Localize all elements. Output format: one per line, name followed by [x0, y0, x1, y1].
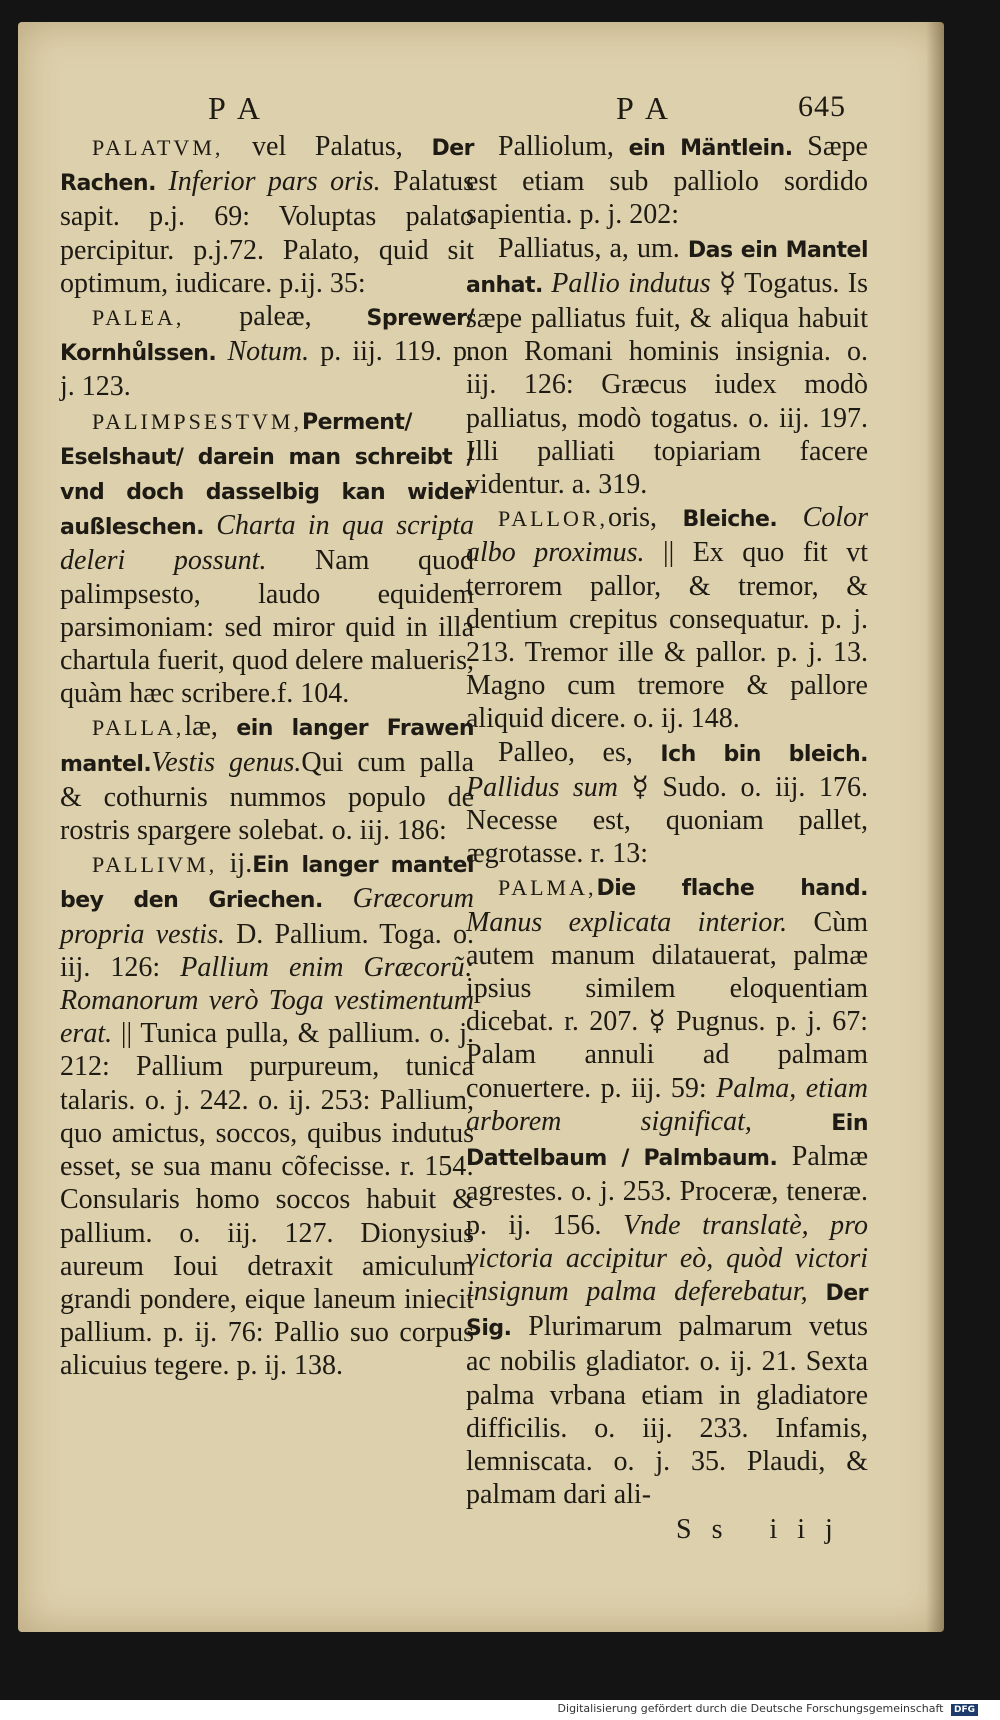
- dictionary-entry: [466, 501, 868, 735]
- entry-text: læ,: [184, 711, 237, 743]
- entry-text: Palliolum,: [498, 131, 629, 162]
- latin-italic-gloss: Notum.: [216, 336, 310, 368]
- german-gloss: ein langer Frawen mantel.: [60, 716, 474, 777]
- footer-credit: [558, 1702, 978, 1716]
- signature-mark: Ss iij: [676, 1514, 853, 1545]
- latin-italic-gloss: Pallio indutus: [542, 267, 711, 299]
- dictionary-entry: [466, 130, 868, 232]
- dictionary-entry: [466, 870, 868, 1511]
- entry-headword: PALIMPSESTVM,: [92, 408, 302, 434]
- entry-text: Palatus sapit. p.j. 69: Voluptas palato percipitur. p.j.72. Palato, quid sit optimum, iudicare. p.ij. 35:: [60, 166, 474, 299]
- entry-headword: PALEA,: [92, 305, 185, 331]
- entry-headword: PALLOR,: [498, 506, 609, 532]
- entry-text: Palleo, es,: [498, 736, 661, 768]
- dictionary-entry: [60, 710, 474, 847]
- footer-credit-text: Digitalisierung gefördert durch die Deutsche Forschungsgemeinschaft: [557, 1702, 944, 1715]
- entry-text: paleæ,: [184, 301, 367, 333]
- running-head-left: PA: [208, 90, 274, 126]
- right-column: [466, 130, 868, 1511]
- latin-italic-gloss: Vestis genus.: [151, 746, 302, 778]
- running-head-middle: PA: [616, 90, 682, 126]
- german-gloss: ein Mäntlein.: [628, 136, 793, 161]
- entry-headword: PALLIVM,: [92, 852, 218, 878]
- german-gloss: Ein Dattelbaum / Palmbaum.: [466, 1110, 869, 1172]
- german-gloss: Der Sig.: [466, 1280, 868, 1342]
- entry-text: Qui cum palla & cothurnis nummos populo de rostris spargere solebat. o. iij. 186:: [60, 746, 475, 847]
- dictionary-entry: [466, 736, 868, 871]
- entry-text: Sæpe est etiam sub palliolo sordido sapientia. p. j. 202:: [466, 131, 868, 231]
- entry-text: Nam quod palimpsesto, laudo equidem parsimoniam: sed miror quid in illa chartula fuerit, quod delere malueris, quàm hæc scribere.f. 104.: [60, 545, 474, 710]
- latin-italic-gloss: Inferior pars oris.: [155, 166, 381, 198]
- latin-italic-gloss: Græcorum propria vestis.: [60, 883, 474, 950]
- entry-text: Cùm autem manum dilatauerat, palmæ ipsius similem eloquentiam dicebat. r. 207. ☿ Pugnus. p. j. 67: Palam annuli ad palmam conuertere. p. iij. 59:: [466, 906, 868, 1104]
- german-gloss: Sprewer/ Kornhůlssen.: [60, 306, 474, 367]
- german-gloss: Perment/ Eselshaut/ darein man schreibt / vnd doch dasselbig kan wider außleschen.: [60, 409, 474, 541]
- page-number: 645: [798, 90, 846, 123]
- entry-text: ij.: [217, 848, 253, 880]
- latin-italic-gloss: Color albo proximus.: [466, 502, 868, 569]
- entry-text: p. iij. 119. p. j. 123.: [60, 336, 474, 403]
- entry-text: Palliatus, a, um.: [498, 232, 688, 264]
- latin-italic-gloss: Pallium enim Græcorũ: Romanorum verò Toga vestimentum erat.: [60, 951, 474, 1050]
- footer-bar: [0, 1700, 1000, 1720]
- entry-text: Palmæ agrestes. o. j. 253. Proceræ, teneræ. p. ij. 156.: [466, 1141, 868, 1241]
- entry-text: ☿ Sudo. o. iij. 176. Necesse est, quoniam pallet, ægrotasse. r. 13:: [466, 771, 868, 870]
- latin-italic-gloss: Pallidus sum: [466, 771, 619, 803]
- dictionary-entry: [60, 404, 474, 711]
- latin-italic-gloss: Manus explicata interior.: [466, 906, 788, 938]
- entry-text: ☿ Togatus. Is sæpe palliatus fuit, & aliqua habuit non Romani hominis insignia. o. iij. 126: Græcus iudex modò palliatus, modò togatus. o. iij. 197. Illi palliati topiariam facere videntur. a. 319.: [466, 267, 868, 501]
- dictionary-entry: [60, 300, 474, 404]
- entry-headword: PALLA,: [92, 715, 185, 741]
- german-gloss: Der Rachen.: [60, 136, 474, 197]
- entry-headword: PALMA,: [498, 875, 597, 901]
- dfg-logo: DFG: [951, 1704, 978, 1716]
- german-gloss: Die flache hand.: [596, 876, 868, 902]
- latin-italic-gloss: Vnde translatè, pro victoria accipitur eò, quòd victori insignum palma deferebatur,: [466, 1209, 869, 1307]
- left-column: [60, 130, 474, 1383]
- book-page: [18, 22, 944, 1632]
- latin-italic-gloss: Palma, etiam arborem significat,: [466, 1072, 868, 1137]
- entry-text: oris,: [608, 502, 683, 534]
- entry-text: Plurimarum palmarum vetus ac nobilis gladiator. o. ij. 21. Sexta palma vrbana etiam in gladiatore difficilis. o. iij. 233. Infamis, lemniscata. o. j. 35. Plaudi, & palmam dari ali-: [466, 1311, 868, 1511]
- german-gloss: Ich bin bleich.: [660, 741, 868, 767]
- german-gloss: Ein langer mantel bey den Griechen.: [60, 853, 475, 914]
- dictionary-entry: [60, 847, 474, 1382]
- entry-headword: PALATVM,: [92, 135, 224, 160]
- german-gloss: Das ein Mantel anhat.: [466, 237, 868, 298]
- entry-text: vel Palatus,: [223, 131, 432, 162]
- latin-italic-gloss: Charta in qua scripta deleri possunt.: [60, 510, 474, 577]
- german-gloss: Bleiche.: [682, 507, 778, 533]
- dictionary-entry: [466, 232, 868, 502]
- dictionary-entry: [60, 130, 474, 300]
- entry-text: || Tunica pulla, & pallium. o. j. 212: Pallium purpureum, tunica talaris. o. j. 242. o. ij. 253: Pallium, quo amictus, soccos, quibus indutus esset, se sua manu cõfecisse. r. 154: Consularis homo soccos habuit & pallium. o. iij. 127. Dionysius aureum Ioui detraxit amiculum grandi pondere, eique laneum iniecit pallium. p. ij. 76: Pallio suo corpus alicuius tegere. p. ij. 138.: [60, 1018, 474, 1382]
- entry-text: || Ex quo fit vt terrorem pallor, & tremor, & dentium crepitus consequatur. p. j. 213. Tremor ille & pallor. p. j. 13. Magno cum tremore & pallore aliquid dicere. o. ij. 148.: [466, 537, 868, 735]
- entry-text: D. Pallium. Toga. o. iij. 126:: [60, 918, 474, 983]
